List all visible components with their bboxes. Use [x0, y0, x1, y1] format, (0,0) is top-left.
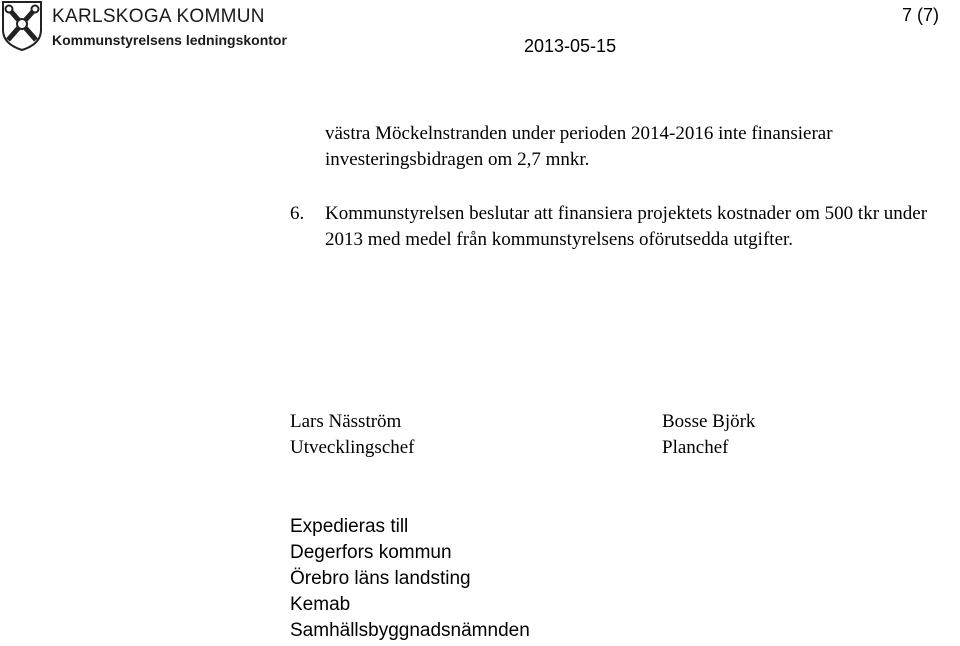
decision-item	[290, 201, 960, 253]
coat-of-arms-icon	[0, 0, 44, 52]
list-item: Kemab	[290, 594, 351, 615]
signatory-name: Lars Näsström	[290, 411, 402, 432]
list-item: Örebro läns landsting	[290, 568, 471, 589]
list-item: Degerfors kommun	[290, 542, 452, 563]
distribution-list	[290, 514, 530, 644]
signatory-title: Planchef	[662, 437, 729, 458]
body-paragraph: västra Möckelnstranden under perioden 2014-2016 inte finansierar investeringsbidragen om 2,7 mnkr.	[325, 123, 833, 170]
organization-name: KARLSKOGA KOMMUN	[52, 6, 265, 27]
signatory-name: Bosse Björk	[662, 411, 756, 432]
decision-item-text: Kommunstyrelsen beslutar att finansiera projektets kostnader om 500 tkr under 2013 med medel från kommunstyrelsens oförutsedda utgifter.	[325, 203, 928, 250]
decision-item-number: 6.	[290, 203, 305, 224]
distribution-heading: Expedieras till	[290, 516, 409, 537]
signature-block	[290, 409, 415, 461]
department-name: Kommunstyrelsens ledningskontor	[52, 32, 287, 48]
list-item: Samhällsbyggnadsnämnden	[290, 620, 530, 641]
document-date: 2013-05-15	[524, 36, 617, 56]
signatory-title: Utvecklingschef	[290, 437, 415, 458]
page-number: 7 (7)	[902, 5, 940, 25]
signature-block	[662, 409, 755, 461]
